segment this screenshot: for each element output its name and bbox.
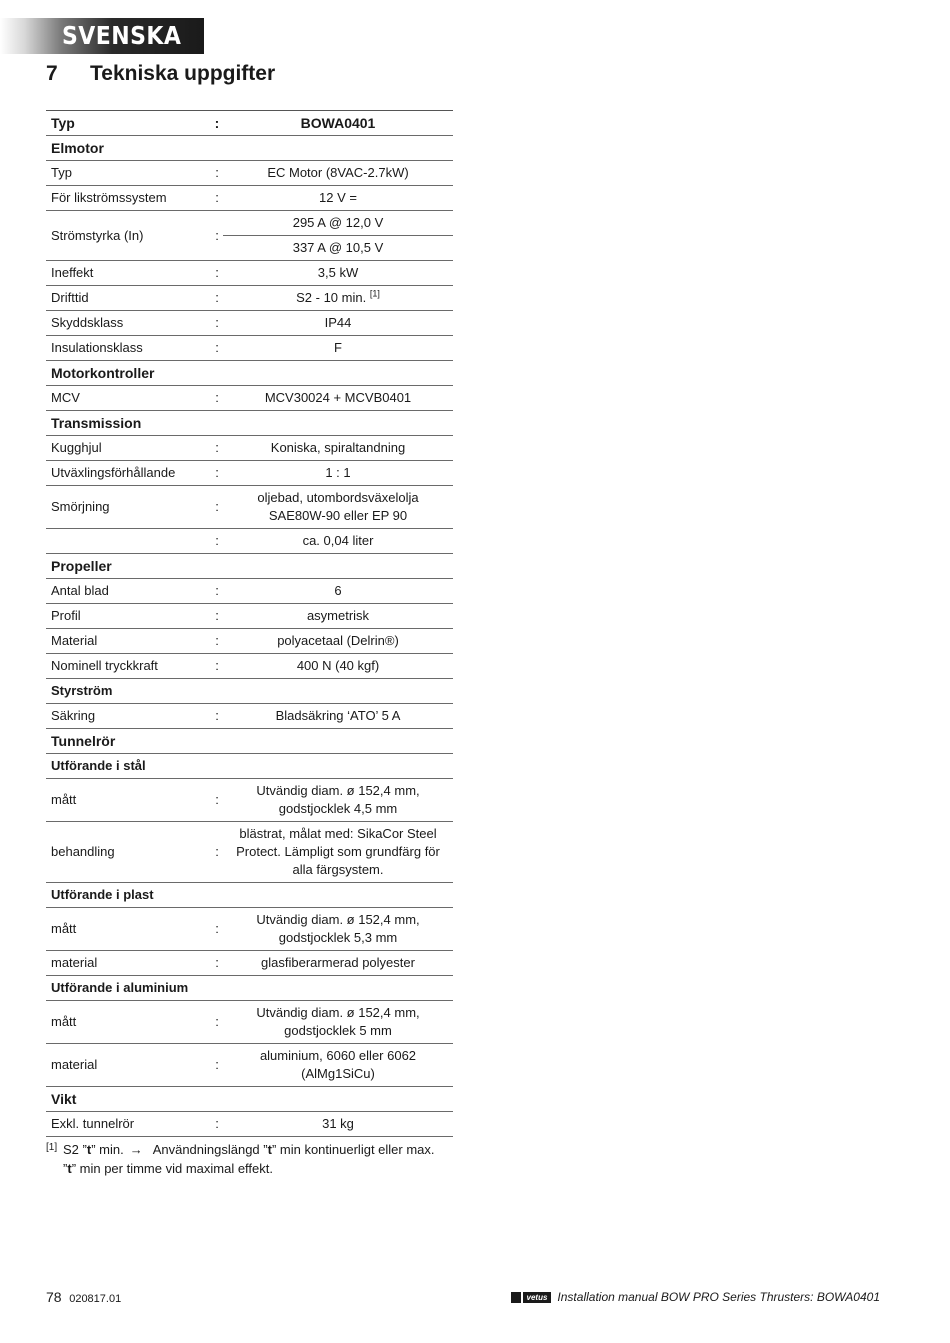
row-value	[223, 1001, 453, 1044]
row-label: material	[46, 1044, 211, 1087]
row-label: Profil	[46, 604, 211, 629]
table-row	[46, 1044, 453, 1087]
vetus-logo-icon	[511, 1292, 552, 1303]
row-value: 295 A @ 12,0 V	[223, 211, 453, 236]
table-row	[46, 629, 453, 654]
row-value: F	[223, 336, 453, 361]
document-code: 020817.01	[69, 1293, 122, 1305]
value-line: oljebad, utombordsväxelolja	[257, 490, 419, 505]
value-line: Protect. Lämpligt som grundfärg för	[236, 844, 440, 859]
value-line: blästrat, målat med: SikaCor Steel	[239, 826, 437, 841]
subsection-aluminium: Utförande i aluminium	[46, 976, 453, 1001]
table-row	[46, 336, 453, 361]
colon: :	[211, 822, 223, 883]
row-label: mått	[46, 1001, 211, 1044]
colon: :	[211, 529, 223, 554]
subsection-row	[46, 754, 453, 779]
row-value: 337 A @ 10,5 V	[223, 236, 453, 261]
table-row	[46, 908, 453, 951]
row-label: Säkring	[46, 704, 211, 729]
value-line: godstjocklek 4,5 mm	[278, 801, 398, 816]
table-row	[46, 261, 453, 286]
table-row	[46, 286, 453, 311]
row-value: asymetrisk	[223, 604, 453, 629]
row-value	[223, 1044, 453, 1087]
colon: :	[211, 1044, 223, 1087]
footnote-desc-b: ” min kontinuerligt eller max.	[271, 1142, 435, 1157]
section-row	[46, 361, 453, 386]
row-label-empty	[46, 529, 211, 554]
footnote-line-1	[46, 1140, 456, 1159]
value-line: alla färgsystem.	[292, 862, 384, 877]
row-value	[223, 486, 453, 529]
row-label: MCV	[46, 386, 211, 411]
footnote-line2-a: ”	[63, 1161, 68, 1176]
section-tunnelror: Tunnelrör	[46, 729, 453, 754]
colon: :	[211, 161, 223, 186]
subsection-row	[46, 976, 453, 1001]
table-row	[46, 186, 453, 211]
colon: :	[211, 1001, 223, 1044]
table-row	[46, 486, 453, 529]
value-line: godstjocklek 5,3 mm	[278, 930, 398, 945]
row-value: glasfiberarmerad polyester	[223, 951, 453, 976]
row-label: mått	[46, 779, 211, 822]
page-number: 78	[46, 1289, 62, 1305]
row-value: 6	[223, 579, 453, 604]
table-row	[46, 311, 453, 336]
row-label: Nominell tryckkraft	[46, 654, 211, 679]
spec-table	[46, 110, 453, 1137]
row-value: 1 : 1	[223, 461, 453, 486]
footnote-t: t	[67, 1161, 72, 1176]
value-line: Utvändig diam. ø 152,4 mm,	[256, 783, 420, 798]
row-value: Koniska, spiraltandning	[223, 436, 453, 461]
footnote-t: t	[86, 1142, 92, 1157]
row-label: mått	[46, 908, 211, 951]
section-row	[46, 136, 453, 161]
row-label: Skyddsklass	[46, 311, 211, 336]
row-label: behandling	[46, 822, 211, 883]
table-row	[46, 822, 453, 883]
colon: :	[211, 286, 223, 311]
row-value: 12 V =	[223, 186, 453, 211]
colon: :	[211, 486, 223, 529]
colon: :	[211, 436, 223, 461]
row-value: EC Motor (8VAC-2.7kW)	[223, 161, 453, 186]
colon: :	[211, 629, 223, 654]
table-row	[46, 604, 453, 629]
footnote-ref: [1]	[369, 288, 380, 299]
row-value: 400 N (40 kgf)	[223, 654, 453, 679]
colon: :	[211, 311, 223, 336]
table-row	[46, 211, 453, 236]
section-propeller: Propeller	[46, 554, 453, 579]
colon: :	[211, 604, 223, 629]
section-vikt: Vikt	[46, 1087, 453, 1112]
table-row	[46, 704, 453, 729]
value-line: Utvändig diam. ø 152,4 mm,	[256, 1005, 420, 1020]
row-label: Material	[46, 629, 211, 654]
row-label: Utväxlingsförhållande	[46, 461, 211, 486]
footnote-line2-b: ” min per timme vid maximal effekt.	[71, 1161, 273, 1176]
table-row	[46, 1112, 453, 1137]
row-value: 31 kg	[223, 1112, 453, 1137]
footnote-prefix: S2 ”	[63, 1142, 87, 1157]
manual-title: Installation manual BOW PRO Series Thrusters: BOWA0401	[557, 1290, 880, 1304]
value-line: Utvändig diam. ø 152,4 mm,	[256, 912, 420, 927]
row-label: Antal blad	[46, 579, 211, 604]
section-row	[46, 729, 453, 754]
row-value: MCV30024 + MCVB0401	[223, 386, 453, 411]
colon: :	[211, 386, 223, 411]
section-row	[46, 1087, 453, 1112]
row-label: Typ	[46, 161, 211, 186]
table-row	[46, 436, 453, 461]
row-value: ca. 0,04 liter	[223, 529, 453, 554]
row-label: material	[46, 951, 211, 976]
row-label: Exkl. tunnelrör	[46, 1112, 211, 1137]
subsection-row	[46, 679, 453, 704]
language-banner	[0, 18, 204, 54]
table-row	[46, 161, 453, 186]
page-footer-right	[511, 1290, 880, 1304]
subsection-stal: Utförande i stål	[46, 754, 453, 779]
row-label: Ineffekt	[46, 261, 211, 286]
section-heading	[46, 62, 275, 86]
table-header-row	[46, 111, 453, 136]
row-value	[223, 779, 453, 822]
page-footer-left	[46, 1289, 121, 1305]
table-row	[46, 529, 453, 554]
subsection-plast: Utförande i plast	[46, 883, 453, 908]
row-value: Bladsäkring ‘ATO’ 5 A	[223, 704, 453, 729]
section-elmotor: Elmotor	[46, 136, 453, 161]
row-label: Drifttid	[46, 286, 211, 311]
row-value	[223, 908, 453, 951]
row-label: Strömstyrka (In)	[46, 211, 211, 261]
footnote-desc-a: Användningslängd ”	[152, 1142, 268, 1157]
colon: :	[211, 704, 223, 729]
arrow-right-icon: →	[129, 1142, 143, 1157]
header-label: Typ	[46, 111, 211, 136]
table-row	[46, 951, 453, 976]
colon: :	[211, 461, 223, 486]
row-value: IP44	[223, 311, 453, 336]
colon: :	[211, 1112, 223, 1137]
colon: :	[211, 111, 223, 136]
table-row	[46, 1001, 453, 1044]
footnote-suffix: ” min.	[91, 1142, 124, 1157]
section-title: Tekniska uppgifter	[90, 62, 276, 85]
row-label: Insulationsklass	[46, 336, 211, 361]
logo-box	[511, 1292, 521, 1303]
row-label: Smörjning	[46, 486, 211, 529]
colon: :	[211, 951, 223, 976]
value-line: godstjocklek 5 mm	[284, 1023, 392, 1038]
table-row	[46, 461, 453, 486]
row-label: För likströmssystem	[46, 186, 211, 211]
value-line: SAE80W-90 eller EP 90	[268, 508, 408, 523]
section-row	[46, 411, 453, 436]
logo-word: vetus	[523, 1292, 552, 1303]
table-row	[46, 779, 453, 822]
colon: :	[211, 779, 223, 822]
colon: :	[211, 579, 223, 604]
colon: :	[211, 908, 223, 951]
colon: :	[211, 336, 223, 361]
row-value	[223, 822, 453, 883]
section-row	[46, 554, 453, 579]
row-value	[223, 286, 453, 311]
row-value: polyacetaal (Delrin®)	[223, 629, 453, 654]
drifttid-value: S2 - 10 min.	[296, 290, 367, 305]
footnote	[46, 1140, 456, 1178]
footnote-t: t	[267, 1142, 272, 1157]
row-value: 3,5 kW	[223, 261, 453, 286]
value-line: aluminium, 6060 eller 6062	[259, 1048, 417, 1063]
section-motorkontroller: Motorkontroller	[46, 361, 453, 386]
table-row	[46, 386, 453, 411]
value-line: (AlMg1SiCu)	[301, 1066, 375, 1081]
colon: :	[211, 186, 223, 211]
subsection-row	[46, 883, 453, 908]
colon: :	[211, 654, 223, 679]
language-label: SVENSKA	[62, 21, 182, 50]
section-transmission: Transmission	[46, 411, 453, 436]
colon: :	[211, 211, 223, 261]
row-label: Kugghjul	[46, 436, 211, 461]
section-styrstrom: Styrström	[46, 679, 453, 704]
colon: :	[211, 261, 223, 286]
table-row	[46, 579, 453, 604]
header-value: BOWA0401	[223, 111, 453, 136]
table-row	[46, 654, 453, 679]
footnote-line-2	[46, 1159, 456, 1178]
footnote-mark: [1]	[46, 1142, 58, 1153]
section-number: 7	[46, 62, 58, 85]
